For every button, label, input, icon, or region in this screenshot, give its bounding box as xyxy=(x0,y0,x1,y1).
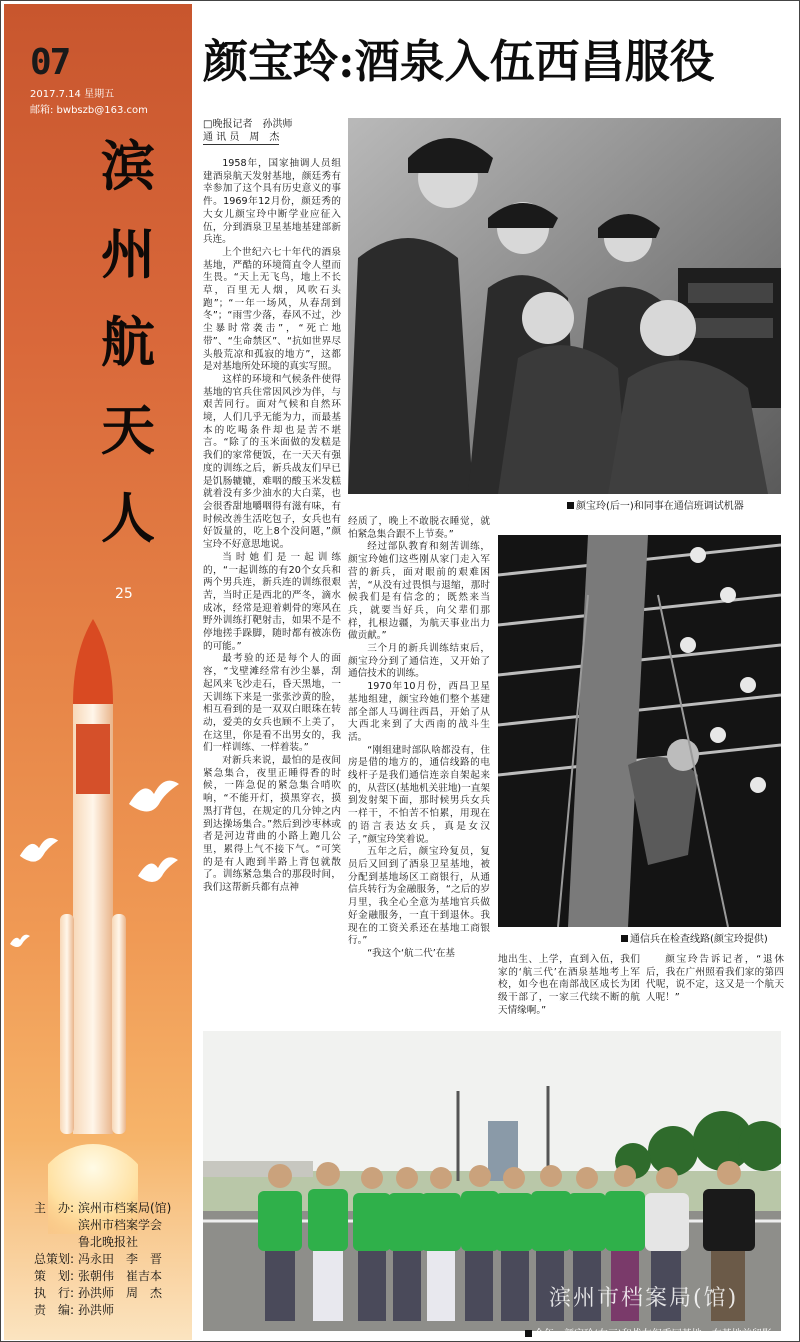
column-title-char: 航 xyxy=(101,310,155,374)
byline-correspondent: 通 讯 员 周 杰 xyxy=(203,132,280,143)
byline-reporter: □晚报记者 孙洪师 xyxy=(203,119,293,130)
byline xyxy=(203,118,343,145)
dove-icon xyxy=(124,774,184,824)
credit-row xyxy=(4,1251,192,1268)
article-column-2 xyxy=(348,516,490,961)
credit-key: 责 编: xyxy=(34,1303,75,1317)
credit-key: 主 办: xyxy=(34,1201,75,1215)
series-number: 25 xyxy=(115,586,133,602)
dove-icon xyxy=(16,832,62,872)
paragraph: 1970年10月份，西昌卫星基地组建，颜宝玲她们整个基建部全部人马调往西昌，开始了从大西北来到了大西南的战斗生活。 xyxy=(348,681,490,743)
paragraph: 1958年，国家抽调人员组建酒泉航天发射基地，颜廷秀有幸参加了这个具有历史意义的事件。1969年12月份，颜廷秀的大女儿颜宝玲中断学业应征入伍，分到酒泉卫星基地基建部新兵连。 xyxy=(203,158,341,246)
photo1-caption: 颜宝玲(后一)和同事在通信班调试机器 xyxy=(567,497,744,512)
archive-watermark: 滨州市档案局(馆) xyxy=(549,1286,739,1311)
column-title-char: 滨 xyxy=(101,134,155,198)
paragraph: 颜宝玲告诉记者，“退休后，我在广州照看我们家的第四代呢，说不定，这又是一个航天人呢！” xyxy=(646,954,784,1004)
paragraph: 经质了，晚上不敢脱衣睡觉，就怕紧急集合跟不上节奏。” xyxy=(348,516,490,540)
paragraph: 五年之后，颜宝玲复员，复员后又回到了酒泉卫星基地，被分配到基地场区工商银行，从通信兵转行为金融服务，“之后的岁月里，我全心全意为基地官兵做好金融服务，一直干到退休。我现在的工资关系还在基地工商银行。” xyxy=(348,846,490,947)
credit-value: 孙洪师 周 杰 xyxy=(78,1286,163,1300)
issue-date: 2017.7.14 星期五 xyxy=(30,89,115,100)
photo-signal-team-image xyxy=(348,118,781,494)
column-title-char: 天 xyxy=(101,398,155,462)
credit-key: 总策划: xyxy=(34,1252,75,1266)
column-title-char: 人 xyxy=(101,486,155,550)
column-title-char: 州 xyxy=(101,222,155,286)
photo2-caption: 通信兵在检查线路(颜宝玲提供) xyxy=(621,930,768,945)
credit-key: 策 划: xyxy=(34,1269,75,1283)
paragraph: 这样的环境和气候条件使得基地的官兵住常因风沙为伴，与艰苦同行。面对气候和自然环境，人们几乎无能为力，而最基本的吃喝条件却也是苦不堪言。“除了的玉米面做的发糕是我们的家常便饭，在一天天有强度的训练之后，新兵战友们早已是饥肠辘辘，难咽的酸玉米发糕就着没有多少油水的大白菜，也会很香甜地嚼咽得有滋有味，有时候改善生活吃包子，女兵也有好饭量的，吃上8个没问题，”颜宝玲不好意思地说。 xyxy=(203,373,341,551)
credit-row xyxy=(4,1234,192,1251)
article-column-4 xyxy=(646,954,784,1005)
column-title xyxy=(88,122,168,562)
credit-value: 张朝伟 崔吉本 xyxy=(78,1269,163,1283)
paragraph: “我这个‘航二代’在基 xyxy=(367,947,456,959)
photo-line-check xyxy=(498,535,781,927)
page-number: 07 xyxy=(30,42,70,83)
photo-signal-team xyxy=(348,118,781,494)
credit-row xyxy=(4,1200,192,1217)
paragraph: 地出生、上学，直到入伍，我们家的‘航三代’在酒泉基地考上军校，如今也在南部战区成长为团级干部了，一家三代续不断的航天情缘啊。” xyxy=(498,954,640,1016)
credit-value: 孙洪师 xyxy=(78,1303,115,1317)
article-column-1 xyxy=(203,158,341,895)
credit-row xyxy=(4,1217,192,1234)
credit-key xyxy=(34,1217,78,1234)
credit-value: 冯永田 李 晋 xyxy=(78,1252,163,1266)
paragraph: 经过部队教育和刻苦训练，颜宝玲她们这些刚从家门走入军营的新兵，面对眼前的艰难困苦，“从没有过畏惧与退缩，那时候我们是有信念的；既然来当兵，就要当好兵，向父辈们那样，扎根边疆，为航天事业出力做贡献。” xyxy=(348,541,490,642)
credit-value: 鲁北晚报社 xyxy=(78,1235,139,1249)
masthead-sidebar xyxy=(4,4,192,1340)
dove-icon xyxy=(132,852,184,892)
credit-value: 滨州市档案学会 xyxy=(78,1218,163,1232)
paragraph: 当时她们是一起训练的，“一起训练的有20个女兵和两个男兵连，新兵连的训练很艰苦，当时正是西北的严冬，滴水成冰，经常是迎着刺骨的寒风在野外训练打靶射击，如果不是不停地搓手跺脚，随时都有被冻伤的可能。” xyxy=(203,551,341,652)
credit-row xyxy=(4,1302,192,1319)
credit-key: 执 行: xyxy=(34,1286,75,1300)
dove-icon xyxy=(8,932,32,952)
credit-value: 滨州市档案局(馆) xyxy=(78,1201,172,1215)
paragraph: 对新兵来说，最怕的是夜间紧急集合，夜里正睡得香的时候，一阵急促的紧急集合哨吹响，“不能开灯，摸黑穿衣，摸黑打背包，在规定的几分钟之内到达操场集合。”然后到沙枣林或者是河边背曲的小路上跑几公里，累得上气不接下气。“可笑的是有人跑到半路上背包就散了。训练紧急集合的那段时间，我们这帮新兵都有点神 xyxy=(203,755,341,894)
article-column-3 xyxy=(498,954,640,1018)
paragraph: 最考验的还是每个人的面容，“戈壁滩经常有沙尘暴，刮起风来飞沙走石，昏天黑地，一天训练下来是一张张沙黄的脸，相互看到的是一双双白眼珠在转动，爱美的女兵也顾不上美了，在这里，你是看不出男女的，我们一样训练、一样着装。” xyxy=(203,653,341,754)
contact-email: 邮箱: bwbszb@163.com xyxy=(30,105,148,116)
photo-line-check-image xyxy=(498,535,781,927)
credit-row xyxy=(4,1268,192,1285)
article-headline: 颜宝玲:酒泉入伍西昌服役 xyxy=(203,35,715,88)
paragraph: “刚组建时部队啥都没有，住房是借的地方的，通信线路的电线杆子是我们通信连亲自架起来的，从营区(基地机关驻地)一直架到发射架下面，那时候男兵女兵一样干，不怕苦不怕累，用现在的语言表达女兵，真是女汉子，”颜宝玲笑着说。 xyxy=(348,744,490,845)
credit-row xyxy=(4,1285,192,1302)
paragraph: 上个世纪六七十年代的酒泉基地，严酷的环境简直令人望而生畏。“天上无飞鸟，地上不长草，百里无人烟，风吹石头跑”；“一年一场风，从春刮到冬”；“雨雪少落，春风不过，沙尘暴时常袭击”，“死亡地带”、“生命禁区”、“抗如世界尽头般荒凉和孤寂的地方”，这都是对基地所处环境的真实写照。 xyxy=(203,246,341,373)
paragraph: 三个月的新兵训练结束后，颜宝玲分到了通信连，又开始了通信技术的训练。 xyxy=(348,643,490,680)
rocket-illustration xyxy=(48,614,138,1234)
credit-key xyxy=(34,1234,78,1251)
credits-box xyxy=(4,1200,192,1319)
photo3-caption: 今年，颜宝玲(左三)和战友们重回基地，在基地前留影 xyxy=(525,1325,772,1340)
